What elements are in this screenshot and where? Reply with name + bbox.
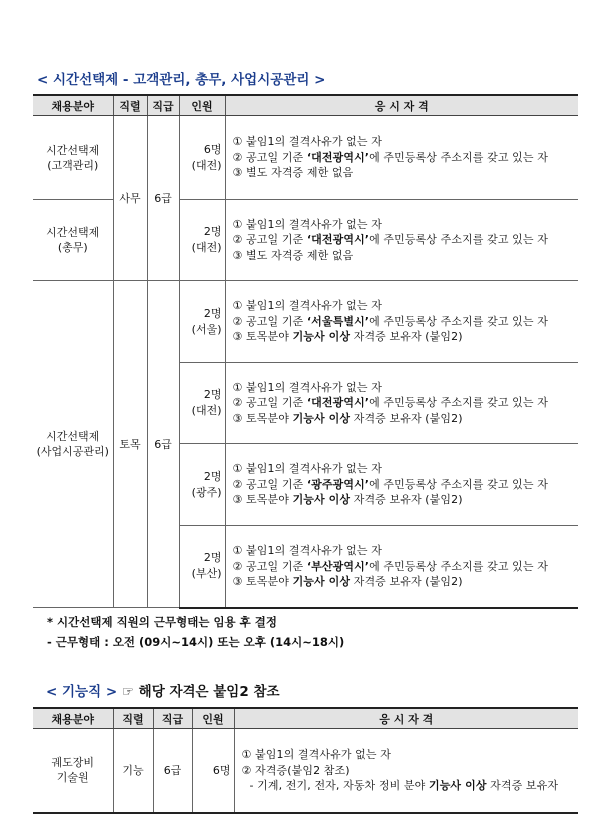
- table-row: [33, 729, 578, 813]
- count-cell: 2명 (대전): [179, 200, 225, 281]
- table-row: [33, 281, 578, 363]
- section2-title-label: < 기능직 >: [46, 684, 118, 700]
- qualification-cell: ① 붙임1의 결격사유가 없는 자 ② 자격증(붙임2 참조) - 기계, 전기, 전자, 자동차 정비 분야 기능사 이상 자격증 보유자: [234, 729, 578, 813]
- grade-cell: 6급: [147, 281, 179, 608]
- count-cell: 2명 (대전): [179, 363, 225, 444]
- header-series: 직렬: [113, 708, 153, 729]
- section2-reference: ☞ 해당 자격은 붙임2 참조: [121, 684, 280, 700]
- header-count: 인원: [179, 95, 225, 116]
- note-work-type: * 시간선택제 직원의 근무형태는 임용 후 결정: [47, 615, 277, 629]
- header-qualification: 응 시 자 격: [225, 95, 578, 116]
- field-cell: 시간선택제 (사업시공관리): [33, 281, 113, 608]
- count-cell: 6명 (대전): [179, 116, 225, 200]
- qualification-cell: ① 붙임1의 결격사유가 없는 자 ② 공고일 기준 ‘부산광역시’에 주민등록상 주소지를 갖고 있는 자 ③ 토목분야 기능사 이상 자격증 보유자 (붙임2): [225, 526, 578, 608]
- header-grade: 직급: [153, 708, 192, 729]
- count-cell: 6명: [192, 729, 234, 813]
- grade-cell: 6급: [147, 116, 179, 281]
- qualification-cell: ① 붙임1의 결격사유가 없는 자 ② 공고일 기준 ‘광주광역시’에 주민등록상 주소지를 갖고 있는 자 ③ 토목분야 기능사 이상 자격증 보유자 (붙임2): [225, 444, 578, 526]
- header-field: 채용분야: [33, 708, 113, 729]
- header-grade: 직급: [147, 95, 179, 116]
- series-cell: 기능: [113, 729, 153, 813]
- qualification-cell: ① 붙임1의 결격사유가 없는 자 ② 공고일 기준 ‘대전광역시’에 주민등록상 주소지를 갖고 있는 자 ③ 별도 자격증 제한 없음: [225, 200, 578, 281]
- qualification-cell: ① 붙임1의 결격사유가 없는 자 ② 공고일 기준 ‘대전광역시’에 주민등록상 주소지를 갖고 있는 자 ③ 별도 자격증 제한 없음: [225, 116, 578, 200]
- section1-title: < 시간선택제 - 고객관리, 총무, 사업시공관리 >: [37, 72, 326, 88]
- header-field: 채용분야: [33, 95, 113, 116]
- count-cell: 2명 (부산): [179, 526, 225, 608]
- section2-table: [33, 707, 578, 814]
- field-cell: 시간선택제 (고객관리): [33, 116, 113, 200]
- qualification-cell: ① 붙임1의 결격사유가 없는 자 ② 공고일 기준 ‘대전광역시’에 주민등록상 주소지를 갖고 있는 자 ③ 토목분야 기능사 이상 자격증 보유자 (붙임2): [225, 363, 578, 444]
- qualification-cell: ① 붙임1의 결격사유가 없는 자 ② 공고일 기준 ‘서울특별시’에 주민등록상 주소지를 갖고 있는 자 ③ 토목분야 기능사 이상 자격증 보유자 (붙임2): [225, 281, 578, 363]
- section1-table: [33, 94, 578, 609]
- table-row: [33, 116, 578, 200]
- count-cell: 2명 (광주): [179, 444, 225, 526]
- series-cell: 사무: [113, 116, 147, 281]
- count-cell: 2명 (서울): [179, 281, 225, 363]
- section2-title: [46, 680, 280, 700]
- header-qualification: 응 시 자 격: [234, 708, 578, 729]
- header-series: 직렬: [113, 95, 147, 116]
- field-cell: 궤도장비 기술원: [33, 729, 113, 813]
- grade-cell: 6급: [153, 729, 192, 813]
- field-cell: 시간선택제 (총무): [33, 200, 113, 281]
- header-count: 인원: [192, 708, 234, 729]
- series-cell: 토목: [113, 281, 147, 608]
- note-work-hours: - 근무형태 : 오전 (09시~14시) 또는 오후 (14시~18시): [47, 635, 345, 649]
